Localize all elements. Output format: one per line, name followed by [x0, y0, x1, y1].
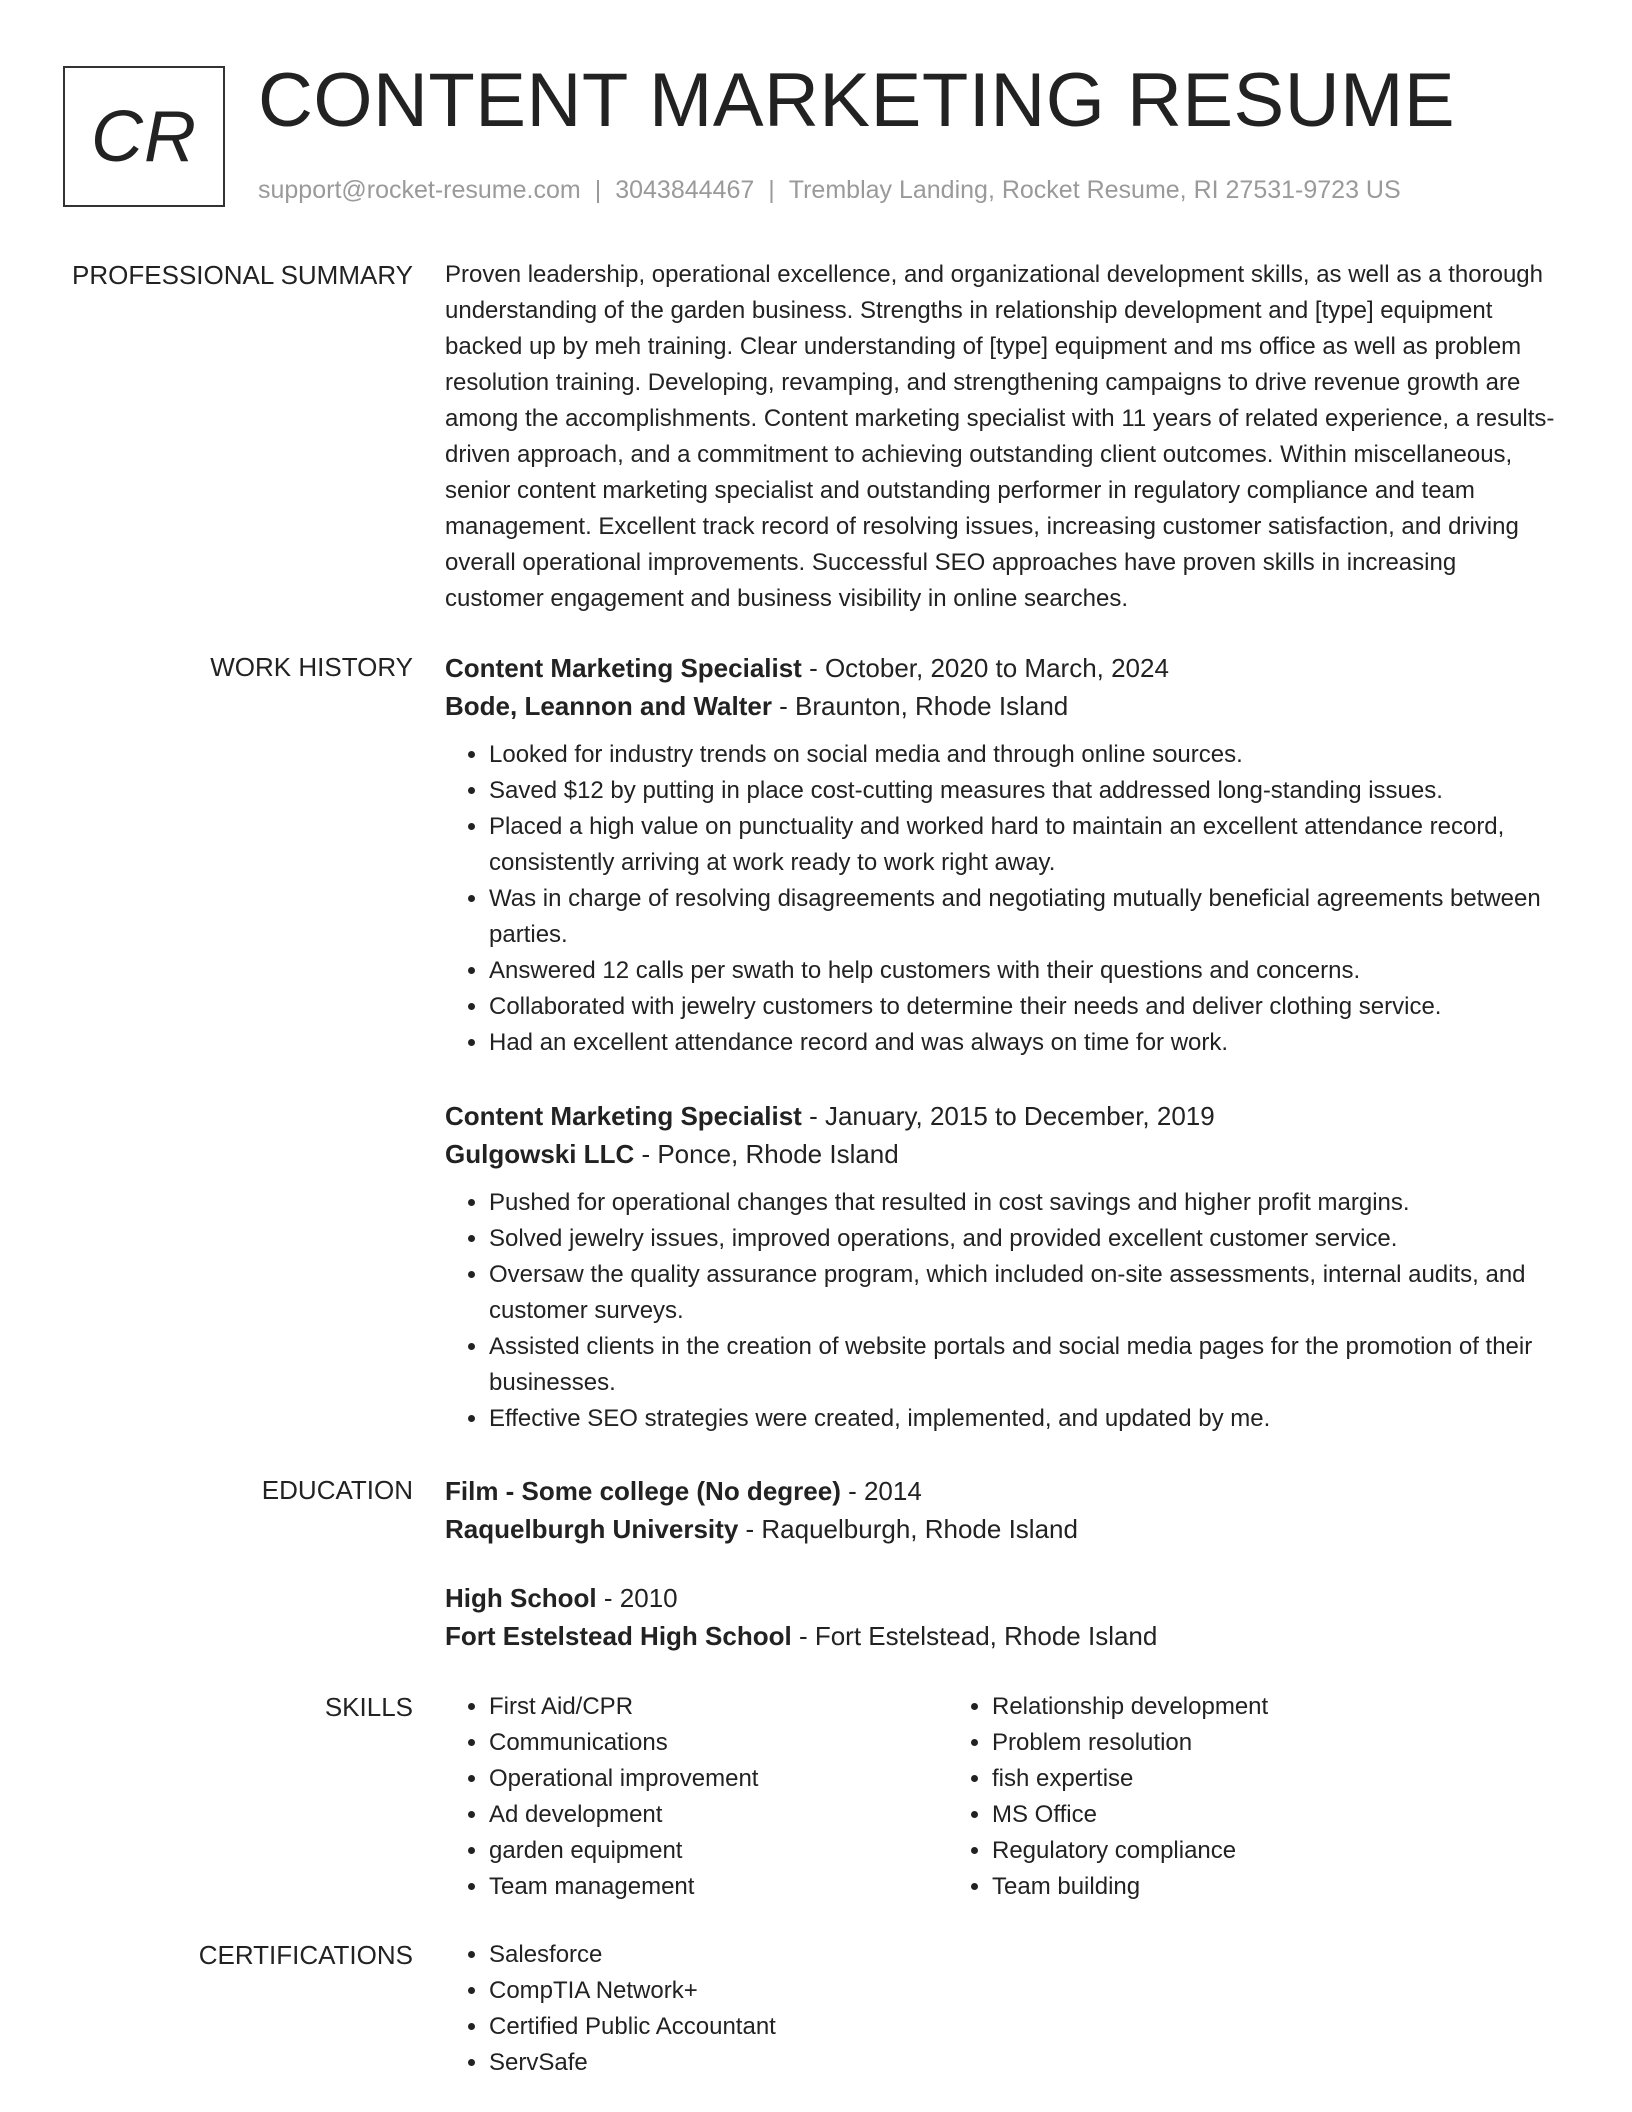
contact-phone: 3043844467	[615, 176, 755, 204]
job-bullet: • Collaborated with jewelry customers to determine their needs and deliver clothing service.	[489, 989, 1560, 1025]
job-title-line	[445, 649, 1560, 687]
skill-item: • Regulatory compliance	[992, 1833, 1451, 1869]
job-location: - Braunton, Rhode Island	[771, 691, 1069, 721]
degree-line	[445, 1472, 1560, 1510]
degree-year: - 2014	[840, 1476, 922, 1506]
job-entry	[445, 649, 1560, 1061]
monogram-initials: CR	[91, 96, 197, 177]
summary-text: Proven leadership, operational excellence, and organizational development skills, as well as a thorough understanding of the garden business. Strengths in relationship development and [type] equipment backed up by meh training. Clear understanding of [type] equipment and ms office as well as problem resolution training. Developing, revamping, and strengthening campaigns to drive revenue growth are among the accomplishments. Content marketing specialist with 11 years of related experience, a results-driven approach, and a commitment to achieving outstanding client outcomes. Within miscellaneous, senior content marketing specialist and outstanding performer in regulatory compliance and team management. Excellent track record of resolving issues, increasing customer satisfaction, and driving overall operational improvements. Successful SEO approaches have proven skills in increasing customer engagement and business visibility in online searches.	[445, 261, 1555, 612]
skill-item: • Team building	[992, 1869, 1451, 1905]
education-label: EDUCATION	[261, 1475, 413, 1505]
resume-title: CONTENT MARKETING RESUME	[258, 58, 1456, 143]
job-bullet: • Was in charge of resolving disagreements and negotiating mutually beneficial agreements between parties.	[489, 881, 1560, 953]
job-company: Bode, Leannon and Walter	[445, 691, 772, 721]
monogram-box	[63, 66, 225, 207]
skills-label: SKILLS	[324, 1692, 413, 1722]
skills-list-right	[948, 1689, 1451, 1905]
contact-email: support@rocket-resume.com	[258, 176, 581, 204]
contact-address: Tremblay Landing, Rocket Resume, RI 27531-9723 US	[788, 176, 1401, 204]
job-title: Content Marketing Specialist	[445, 653, 802, 683]
school-location: - Raquelburgh, Rhode Island	[738, 1514, 1078, 1544]
job-company: Gulgowski LLC	[445, 1139, 635, 1169]
job-bullet: • Pushed for operational changes that resulted in cost savings and higher profit margins.	[489, 1185, 1560, 1221]
skill-item: • Problem resolution	[992, 1725, 1451, 1761]
contact-separator: |	[768, 176, 775, 204]
skill-item: • MS Office	[992, 1797, 1451, 1833]
degree: Film - Some college (No degree)	[445, 1476, 841, 1506]
job-title: Content Marketing Specialist	[445, 1101, 802, 1131]
skill-item: • fish expertise	[992, 1761, 1451, 1797]
job-company-line	[445, 687, 1560, 725]
skill-item: • First Aid/CPR	[489, 1689, 948, 1725]
job-location: - Ponce, Rhode Island	[634, 1139, 899, 1169]
certifications-label: CERTIFICATIONS	[198, 1940, 413, 1970]
skill-item: • Relationship development	[992, 1689, 1451, 1725]
job-company-line	[445, 1135, 1560, 1173]
education-entry	[445, 1579, 1560, 1655]
summary-label: PROFESSIONAL SUMMARY	[72, 260, 413, 290]
skill-item: • Communications	[489, 1725, 948, 1761]
job-entry	[445, 1097, 1560, 1437]
job-bullet: • Looked for industry trends on social media and through online sources.	[489, 737, 1560, 773]
skill-item: • Operational improvement	[489, 1761, 948, 1797]
job-bullet: • Effective SEO strategies were created, implemented, and updated by me.	[489, 1401, 1560, 1437]
contact-line	[258, 174, 1401, 206]
job-bullet: • Answered 12 calls per swath to help customers with their questions and concerns.	[489, 953, 1560, 989]
degree-line	[445, 1579, 1560, 1617]
certification-item: • ServSafe	[489, 2045, 1560, 2081]
school: Raquelburgh University	[445, 1514, 739, 1544]
school-location: - Fort Estelstead, Rhode Island	[791, 1621, 1158, 1651]
job-title-line	[445, 1097, 1560, 1135]
certification-item: • Salesforce	[489, 1937, 1560, 1973]
skills-list-left	[445, 1689, 948, 1905]
school-line	[445, 1617, 1560, 1655]
skill-item: • garden equipment	[489, 1833, 948, 1869]
certification-item: • Certified Public Accountant	[489, 2009, 1560, 2045]
certifications-list	[445, 1937, 1560, 2081]
job-bullets	[445, 1185, 1560, 1437]
degree-year: - 2010	[596, 1583, 678, 1613]
job-bullet: • Oversaw the quality assurance program, which included on-site assessments, internal audits, and customer surveys.	[489, 1257, 1560, 1329]
skill-item: • Team management	[489, 1869, 948, 1905]
job-bullets	[445, 737, 1560, 1061]
job-bullet: • Saved $12 by putting in place cost-cutting measures that addressed long-standing issues.	[489, 773, 1560, 809]
degree: High School	[445, 1583, 597, 1613]
certification-item: • CompTIA Network+	[489, 1973, 1560, 2009]
job-bullet: • Solved jewelry issues, improved operations, and provided excellent customer service.	[489, 1221, 1560, 1257]
contact-separator: |	[594, 176, 602, 204]
job-bullet: • Placed a high value on punctuality and worked hard to maintain an excellent attendance record, consistently arriving at work ready to work right away.	[489, 809, 1560, 881]
work-history-label: WORK HISTORY	[210, 652, 413, 682]
school: Fort Estelstead High School	[445, 1621, 792, 1651]
education-entry	[445, 1472, 1560, 1548]
skill-item: • Ad development	[489, 1797, 948, 1833]
school-line	[445, 1510, 1560, 1548]
job-dates: - October, 2020 to March, 2024	[801, 653, 1169, 683]
job-bullet: • Assisted clients in the creation of website portals and social media pages for the promotion of their businesses.	[489, 1329, 1560, 1401]
job-bullet: • Had an excellent attendance record and was always on time for work.	[489, 1025, 1560, 1061]
job-dates: - January, 2015 to December, 2019	[801, 1101, 1215, 1131]
